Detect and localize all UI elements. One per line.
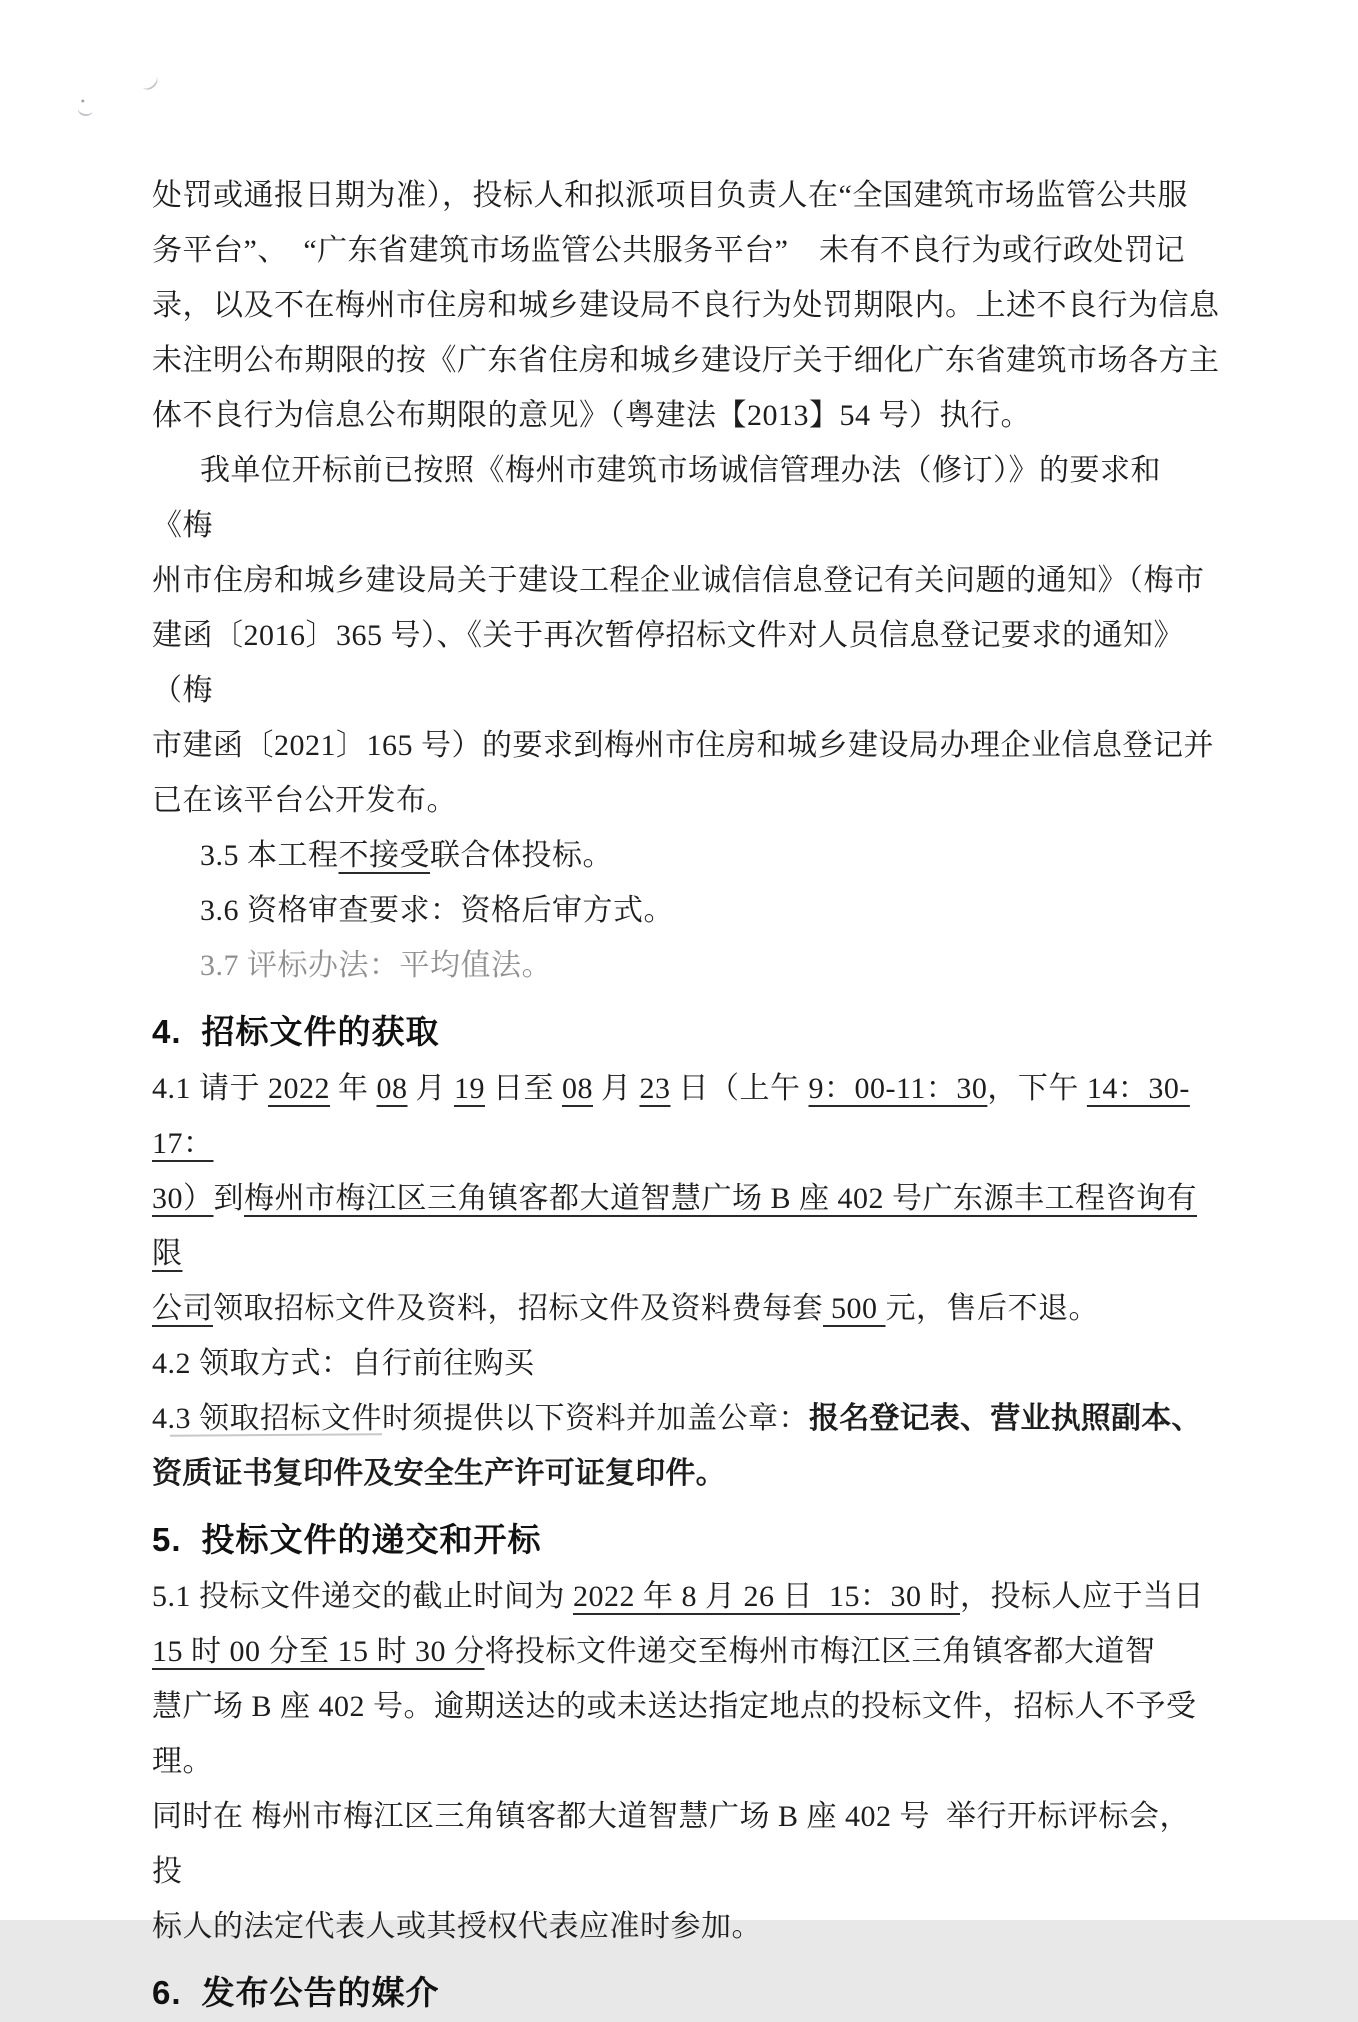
text-run: 资质证书复印件及安全生产许可证复印件。 [152, 1457, 726, 1490]
text-run: 月 [407, 1072, 454, 1105]
doc-line [152, 388, 1220, 443]
clause-3-6 [152, 883, 1220, 938]
text-run: 领取招标文件及资料，招标文件及资料费每套 [213, 1292, 823, 1325]
text-run: 将投标文件递交至梅州市梅江区三角镇客都大道智 [484, 1635, 1156, 1668]
text-run: 州市住房和城乡建设局关于建设工程企业诚信信息登记有关问题的通知》（梅市 [152, 564, 1205, 597]
text-run: 3.7 评标办法：平均值法。 [200, 949, 552, 982]
text-run: 3.6 资格审查要求：资格后审方式。 [200, 894, 674, 927]
text-run: 到 [213, 1182, 244, 1215]
section-title: 招标文件的获取 [201, 1013, 440, 1050]
scan-artifact-mark [137, 70, 160, 93]
text-run: 标人的法定代表人或其授权代表应准时参加。 [152, 1910, 762, 1943]
clause-4-3-line [152, 1446, 1220, 1501]
text-run: ，投标人应于当日 [960, 1580, 1204, 1613]
clause-5-1-line [152, 1569, 1220, 1624]
text-run: 30） [152, 1182, 214, 1215]
text-run: 报名登记表、营业执照副本、 [809, 1402, 1202, 1435]
text-run: 08 [562, 1072, 593, 1105]
text-run: 2022 年 8 月 26 日 15：30 时 [573, 1580, 960, 1613]
text-run: 9：00-11：30 [808, 1072, 988, 1105]
text-run: 公司 [152, 1292, 213, 1325]
clause-4-1-line [152, 1281, 1220, 1336]
clause-3-5 [152, 828, 1220, 883]
text-run: ，下午 [987, 1072, 1087, 1105]
clause-5-1-line [152, 1624, 1220, 1679]
section-title: 发布公告的媒介 [201, 1974, 440, 2011]
doc-line [152, 333, 1220, 388]
text-run: 慧广场 B 座 402 号。逾期送达的或未送达指定地点的投标文件，招标人不予受理。 [152, 1690, 1197, 1778]
text-run: 5.1 投标文件递交的截止时间为 [152, 1580, 573, 1613]
text-run: 已在该平台公开发布。 [152, 784, 457, 817]
section-title: 投标文件的递交和开标 [201, 1521, 542, 1558]
text-run: 务平台”、 “广东省建筑市场监管公共服务平台” 未有不良行为或行政处罚记 [152, 234, 1185, 267]
clause-4-1-line [152, 1171, 1220, 1281]
text-run: 年 [330, 1072, 377, 1105]
clause-5-1-line [152, 1679, 1220, 1789]
doc-line [152, 608, 1220, 718]
text-run: 4.2 领取方式：自行前往购买 [152, 1347, 535, 1380]
section-4-heading [152, 1003, 1220, 1061]
doc-line [152, 773, 1220, 828]
text-run: 08 [376, 1072, 408, 1105]
text-run: 500 [823, 1292, 886, 1325]
text-run: 23 [639, 1072, 671, 1105]
section-number: 4. [152, 1013, 182, 1050]
text-run: 建函〔2016〕365 号）、《关于再次暂停招标文件对人员信息登记要求的通知》（梅 [152, 619, 1184, 707]
doc-line [152, 443, 1220, 553]
text-run: 未注明公布期限的按《广东省住房和城乡建设厅关于细化广东省建筑市场各方主 [152, 344, 1220, 377]
text-run: 19 [454, 1072, 485, 1105]
text-run: 元，售后不退。 [885, 1292, 1099, 1325]
text-run: 15 时 00 分至 15 时 30 分 [152, 1635, 485, 1668]
doc-line [152, 718, 1220, 773]
doc-line [152, 168, 1220, 223]
text-run: 日（上午 [670, 1072, 809, 1105]
document-body [152, 168, 1220, 2022]
clause-5-1-line [152, 1789, 1220, 1899]
text-run: 我单位开标前已按照《梅州市建筑市场诚信管理办法（修订）》的要求和《梅 [152, 454, 1161, 542]
doc-line [152, 553, 1220, 608]
doc-line [152, 223, 1220, 278]
clause-4-3-line [152, 1391, 1220, 1446]
text-run: 14：30-17： [152, 1072, 1190, 1160]
text-run: 3.5 本工程 [200, 839, 339, 872]
section-6-heading [152, 1964, 1220, 2022]
text-run: 市建函〔2021〕165 号）的要求到梅州市住房和城乡建设局办理企业信息登记并 [152, 729, 1214, 762]
text-run: 4.3 领取招标文件时须提供以下资料并加盖公章： [152, 1402, 809, 1435]
text-run: 2022 [268, 1072, 330, 1105]
clause-5-1-line [152, 1899, 1220, 1954]
text-run: 日至 [485, 1072, 562, 1105]
clause-4-1-line [152, 1061, 1220, 1171]
text-run: 梅州市梅江区三角镇客都大道智慧广场 B 座 402 号广东源丰工程咨询有限 [152, 1182, 1198, 1270]
text-run: 同时在 梅州市梅江区三角镇客都大道智慧广场 B 座 402 号 举行开标评标会，投 [152, 1800, 1191, 1888]
text-run: 录，以及不在梅州市住房和城乡建设局不良行为处罚期限内。上述不良行为信息 [152, 289, 1220, 322]
scan-artifact-mark [77, 102, 94, 117]
text-run: 处罚或通报日期为准），投标人和拟派项目负责人在“全国建筑市场监管公共服 [152, 179, 1188, 212]
doc-line [152, 278, 1220, 333]
section-5-heading [152, 1511, 1220, 1569]
section-number: 5. [152, 1521, 182, 1558]
text-run: 月 [593, 1072, 640, 1105]
text-run: 不接受 [338, 839, 430, 872]
section-number: 6. [152, 1974, 182, 2011]
text-run: 联合体投标。 [430, 839, 613, 872]
clause-3-7 [152, 938, 1220, 993]
text-run: 4.1 请于 [152, 1072, 268, 1105]
clause-4-2 [152, 1336, 1220, 1391]
text-run: 体不良行为信息公布期限的意见》（粤建法【2013】54 号）执行。 [152, 399, 1031, 432]
